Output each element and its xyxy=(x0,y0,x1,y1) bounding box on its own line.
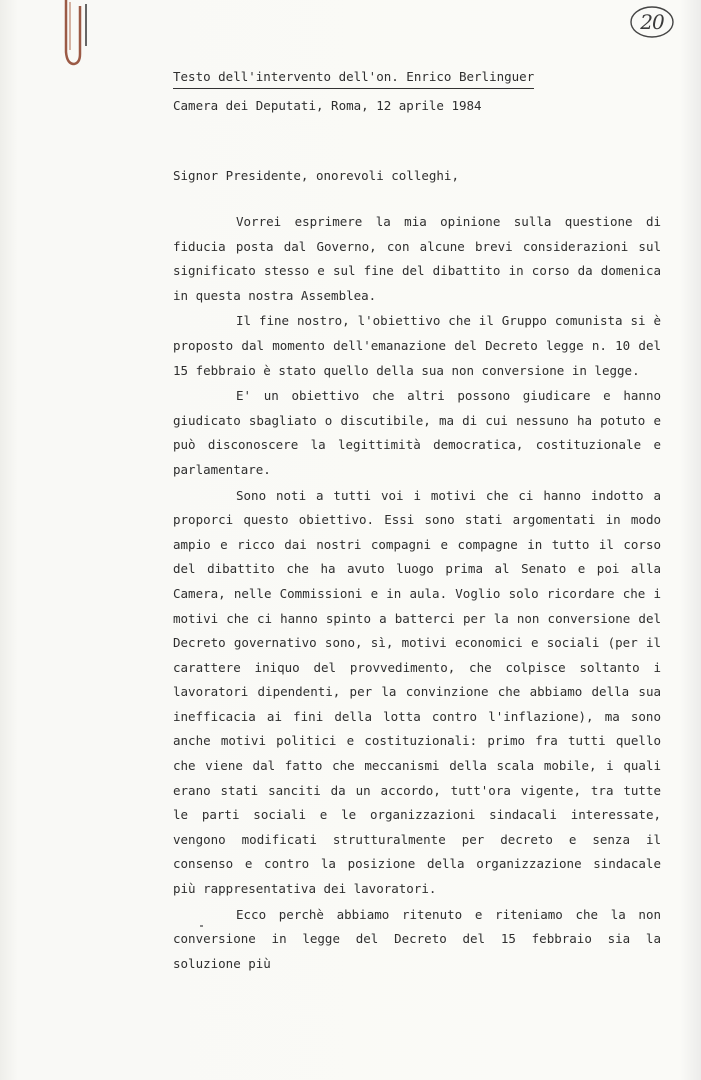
paragraph-4: Sono noti a tutti voi i motivi che ci hanno indotto a proporci questo obiettivo. Essi sono stati argomentati in modo ampio e ricco dai nostri compagni e compagne in tutto il corso del dibattito che ha avuto luogo prima al Senato e poi alla Camera, nelle Commissioni e in aula. Voglio solo ricordare che i motivi che ci hanno spinto a batterci per la non conversione del Decreto governativo sono, sì, motivi economici e sociali (per il carattere iniquo del provvedimento, che colpisce soltanto i lavoratori dipendenti, per la convinzione che abbiamo della sua inefficacia ai fini della lotta contro l'inflazione), ma sono anche motivi politici e costituzionali: primo fra tutti quello che viene dal fatto che meccanismi della scala mobile, i quali erano stati sanciti da un accordo, tutt'ora vigente, tra tutte le parti sociali e le organizzazioni sindacali interessate, vengono modificati strutturalmente per decreto e senza il consenso e contro la posizione della organizzazione sindacale più rappresentativa dei lavoratori. xyxy=(173,487,661,897)
paragraph-3: E' un obiettivo che altri possono giudicare e hanno giudicato sbagliato o discutibile, ma di cui nessuno ha potuto e può disconoscere la legittimità democratica, costituzionale e parlamentare. xyxy=(173,388,661,477)
salutation: Signor Presidente, onorevoli colleghi, xyxy=(173,168,459,183)
speech-body xyxy=(173,210,661,976)
paragraph-1: Vorrei esprimere la mia opinione sulla questione di fiducia posta dal Governo, con alcune brevi considerazioni sul significato stesso e sul fine del dibattito in corso da domenica in questa nostra Assemblea. xyxy=(173,214,661,303)
page-number-stamp xyxy=(628,4,676,40)
stray-mark xyxy=(200,925,203,927)
document-title: Testo dell'intervento dell'on. Enrico Berlinguer xyxy=(173,67,534,89)
page-number: 20 xyxy=(640,10,664,34)
document-subtitle: Camera dei Deputati, Roma, 12 aprile 1984 xyxy=(173,98,482,113)
paragraph-2: Il fine nostro, l'obiettivo che il Gruppo comunista si è proposto dal momento dell'emanazione del Decreto legge n. 10 del 15 febbraio è stato quello della sua non conversione in legge. xyxy=(173,313,661,378)
paragraph-5: Ecco perchè abbiamo ritenuto e riteniamo che la non conversione in legge del Decreto del 15 febbraio sia la soluzione più xyxy=(173,906,661,971)
document-header xyxy=(173,66,535,116)
staple-mark xyxy=(60,0,94,70)
